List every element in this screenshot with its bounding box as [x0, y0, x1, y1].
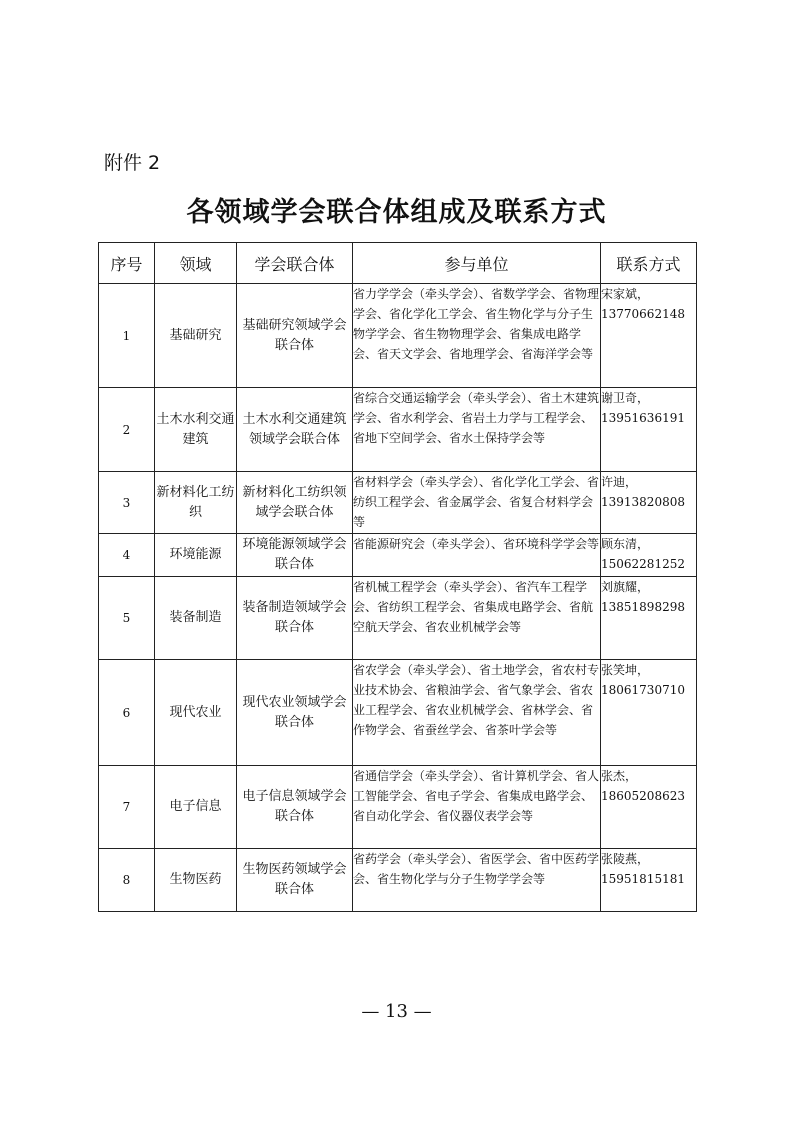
row-units: 省药学会（牵头学会）、省医学会、省中医药学会、省生物化学与分子生物学学会等 — [353, 849, 601, 912]
row-units: 省能源研究会（牵头学会）、省环境科学学会等 — [353, 534, 601, 577]
row-field: 新材料化工纺织 — [155, 472, 237, 534]
row-contact — [601, 472, 697, 534]
row-units: 省综合交通运输学会（牵头学会）、省土木建筑学会、省水利学会、省岩土力学与工程学会、省地下空间学会、省水土保持学会等 — [353, 388, 601, 472]
row-union: 新材料化工纺织领域学会联合体 — [237, 472, 353, 534]
row-union: 现代农业领域学会联合体 — [237, 660, 353, 766]
row-field: 基础研究 — [155, 284, 237, 388]
row-union: 装备制造领域学会联合体 — [237, 577, 353, 660]
row-contact — [601, 660, 697, 766]
header-contact: 联系方式 — [601, 243, 697, 284]
contact-name: 张笑坤， — [601, 663, 650, 677]
row-union: 土木水利交通建筑领域学会联合体 — [237, 388, 353, 472]
row-index: 5 — [99, 577, 155, 660]
row-contact — [601, 534, 697, 577]
row-units: 省材料学会（牵头学会）、省化学化工学会、省纺织工程学会、省金属学会、省复合材料学会等 — [353, 472, 601, 534]
contact-name: 张陵燕， — [601, 852, 650, 866]
contact-phone: 13913820808 — [601, 495, 685, 509]
contact-phone: 13851898298 — [601, 600, 685, 614]
row-union: 基础研究领域学会联合体 — [237, 284, 353, 388]
contact-phone: 18061730710 — [601, 683, 685, 697]
contact-name: 许迪， — [601, 475, 638, 489]
contact-name: 顾东清， — [601, 537, 650, 551]
table-row — [99, 660, 697, 766]
document-title: 各领域学会联合体组成及联系方式 — [186, 197, 607, 228]
row-index: 7 — [99, 766, 155, 849]
row-union: 生物医药领域学会联合体 — [237, 849, 353, 912]
page-number: — 13 — — [361, 1001, 432, 1022]
row-contact — [601, 577, 697, 660]
table-row — [99, 849, 697, 912]
row-index: 2 — [99, 388, 155, 472]
row-contact — [601, 849, 697, 912]
row-union: 电子信息领域学会联合体 — [237, 766, 353, 849]
row-field: 现代农业 — [155, 660, 237, 766]
row-index: 6 — [99, 660, 155, 766]
contact-phone: 13951636191 — [601, 411, 685, 425]
table-row — [99, 284, 697, 388]
contact-phone: 15951815181 — [601, 872, 685, 886]
contact-name: 刘旗耀， — [601, 580, 650, 594]
contact-phone: 13770662148 — [601, 307, 685, 321]
row-index: 4 — [99, 534, 155, 577]
row-field: 装备制造 — [155, 577, 237, 660]
row-field: 土木水利交通建筑 — [155, 388, 237, 472]
row-union: 环境能源领域学会联合体 — [237, 534, 353, 577]
table-row — [99, 534, 697, 577]
contact-phone: 18605208623 — [601, 789, 685, 803]
table-row — [99, 472, 697, 534]
header-units: 参与单位 — [353, 243, 601, 284]
header-union: 学会联合体 — [237, 243, 353, 284]
table-row — [99, 577, 697, 660]
row-units: 省通信学会（牵头学会）、省计算机学会、省人工智能学会、省电子学会、省集成电路学会、省自动化学会、省仪器仪表学会等 — [353, 766, 601, 849]
table-header-row — [99, 243, 697, 284]
contact-name: 宋家斌， — [601, 287, 650, 301]
header-field: 领域 — [155, 243, 237, 284]
row-field: 电子信息 — [155, 766, 237, 849]
row-contact — [601, 766, 697, 849]
row-index: 8 — [99, 849, 155, 912]
row-units: 省机械工程学会（牵头学会）、省汽车工程学会、省纺织工程学会、省集成电路学会、省航空航天学会、省农业机械学会等 — [353, 577, 601, 660]
table-row — [99, 388, 697, 472]
row-field: 环境能源 — [155, 534, 237, 577]
row-index: 1 — [99, 284, 155, 388]
table-row — [99, 766, 697, 849]
row-units: 省力学学会（牵头学会）、省数学学会、省物理学会、省化学化工学会、省生物化学与分子生物学学会、省生物物理学会、省集成电路学会、省天文学会、省地理学会、省海洋学会等 — [353, 284, 601, 388]
contact-name: 谢卫奇， — [601, 391, 650, 405]
contact-name: 张杰， — [601, 769, 638, 783]
attachment-label: 附件 2 — [104, 152, 161, 174]
row-field: 生物医药 — [155, 849, 237, 912]
row-units: 省农学会（牵头学会）、省土地学会，省农村专业技术协会、省粮油学会、省气象学会、省农业工程学会、省农业机械学会、省林学会、省作物学会、省蚕丝学会、省茶叶学会等 — [353, 660, 601, 766]
row-contact — [601, 284, 697, 388]
row-contact — [601, 388, 697, 472]
row-index: 3 — [99, 472, 155, 534]
contact-phone: 15062281252 — [601, 557, 685, 571]
header-index: 序号 — [99, 243, 155, 284]
societies-table — [98, 242, 697, 912]
